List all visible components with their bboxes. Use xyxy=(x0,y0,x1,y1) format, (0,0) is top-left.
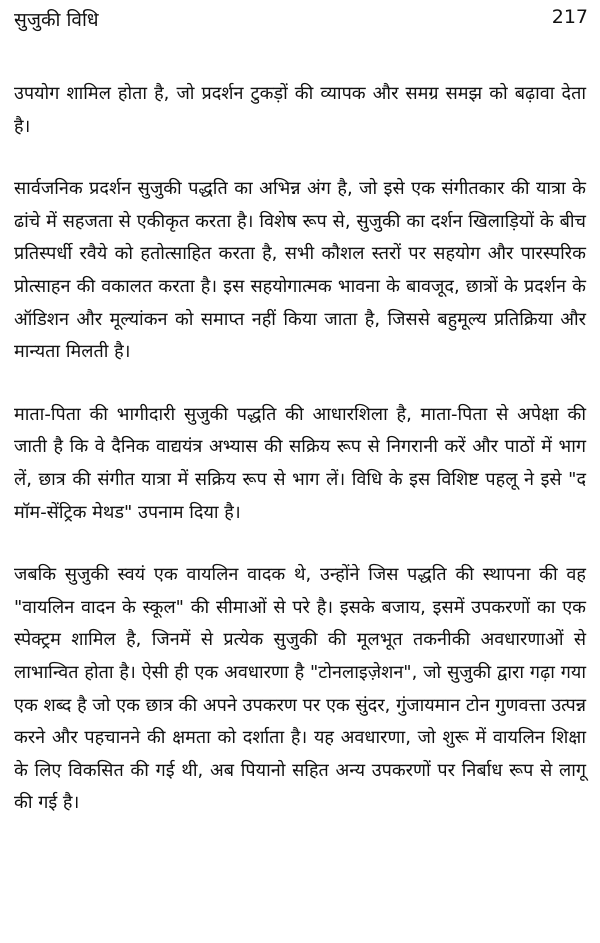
paragraph-4: जबकि सुजुकी स्वयं एक वायलिन वादक थे, उन्होंने जिस पद्धति की स्थापना की वह "वायलिन वादन के स्कूल" की सीमाओं से परे है। इसके बजाय, इसमें उपकरणों का एक स्पेक्ट्रम शामिल है, जिनमें से प्रत्येक सुजुकी की मूलभूत तकनीकी अवधारणाओं से लाभान्वित होता है। ऐसी ही एक अवधारणा है "टोनलाइज़ेशन", जो सुजुकी द्वारा गढ़ा गया एक शब्द है जो एक छात्र की अपने उपकरण पर एक सुंदर, गुंजायमान टोन गुणवत्ता उत्पन्न करने और पहचानने की क्षमता को दर्शाता है। यह अवधारणा, जो शुरू में वायलिन शिक्षा के लिए विकसित की गई थी, अब पियानो सहित अन्य उपकरणों पर निर्बाध रूप से लागू की गई है। xyxy=(14,564,586,814)
page-number: 217 xyxy=(551,6,588,28)
running-title: सुजुकी विधि xyxy=(14,9,99,31)
body-text xyxy=(14,78,586,820)
paragraph-2: सार्वजनिक प्रदर्शन सुजुकी पद्धति का अभिन्न अंग है, जो इसे एक संगीतकार की यात्रा के ढांचे में सहजता से एकीकृत करता है। विशेष रूप से, सुजुकी का दर्शन खिलाड़ियों के बीच प्रतिस्पर्धी रवैये को हतोत्साहित करता है, सभी कौशल स्तरों पर सहयोग और पारस्परिक प्रोत्साहन की वकालत करता है। इस सहयोगात्मक भावना के बावजूद, छात्रों के प्रदर्शन के ऑडिशन और मूल्यांकन को समाप्त नहीं किया जाता है, जिससे बहुमूल्य प्रतिक्रिया और मान्यता मिलती है। xyxy=(14,178,586,363)
paragraph-1: उपयोग शामिल होता है, जो प्रदर्शन टुकड़ों की व्यापक और समग्र समझ को बढ़ावा देता है। xyxy=(14,83,586,137)
running-header xyxy=(14,6,588,40)
paragraph-3: माता-पिता की भागीदारी सुजुकी पद्धति की आधारशिला है, माता-पिता से अपेक्षा की जाती है कि वे दैनिक वाद्ययंत्र अभ्यास की सक्रिय रूप से निगरानी करें और पाठों में भाग लें, छात्र की संगीत यात्रा में सक्रिय रूप से भाग लें। विधि के इस विशिष्ट पहलू ने इसे "द मॉम-सेंट्रिक मेथड" उपनाम दिया है। xyxy=(14,403,586,523)
